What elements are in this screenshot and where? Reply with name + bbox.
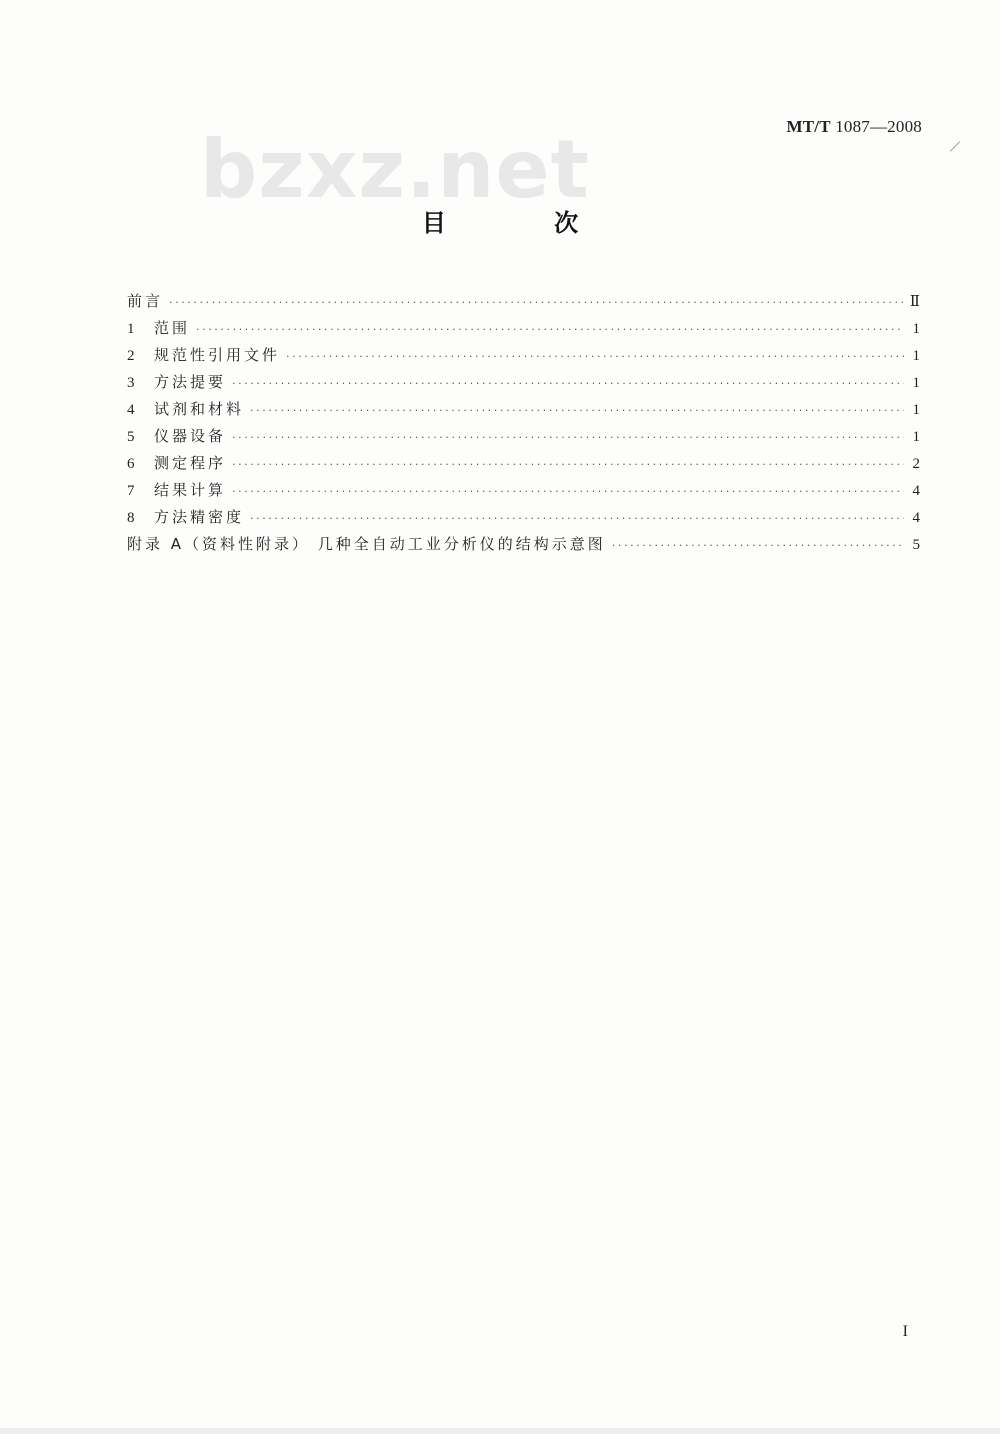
toc-entry-label: 结果计算 xyxy=(154,481,227,499)
toc-entry-label: 方法提要 xyxy=(154,373,227,391)
toc-entry-number: 7 xyxy=(127,483,135,499)
bottom-edge xyxy=(0,1428,1000,1434)
toc-entry-label: 试剂和材料 xyxy=(154,400,245,418)
toc-entry-label: 范围 xyxy=(154,319,191,337)
toc-entry-label: 方法精密度 xyxy=(154,508,245,526)
toc-entry[interactable] xyxy=(127,288,920,315)
table-of-contents xyxy=(127,288,920,558)
toc-entry-label: 仪器设备 xyxy=(154,427,227,445)
toc-entry-page: 1 xyxy=(912,402,920,418)
toc-entry-number: 6 xyxy=(127,456,135,472)
toc-entry-page: 1 xyxy=(912,375,920,391)
toc-entry-page: 1 xyxy=(912,321,920,337)
toc-entry-label: 前言 xyxy=(127,292,164,310)
toc-entry-label: 附录 A（资料性附录） 几种全自动工业分析仪的结构示意图 xyxy=(127,535,606,553)
standard-code xyxy=(786,117,922,137)
toc-entry[interactable] xyxy=(127,369,920,396)
toc-entry-page: 4 xyxy=(912,510,920,526)
toc-dot-leader xyxy=(250,505,904,532)
watermark: bzxz.net xyxy=(200,123,590,216)
toc-entry-number: 3 xyxy=(127,375,135,391)
toc-dot-leader xyxy=(169,289,904,316)
toc-entry[interactable] xyxy=(127,531,920,558)
scan-mark xyxy=(950,141,961,152)
toc-entry[interactable] xyxy=(127,342,920,369)
toc-entry-number: 8 xyxy=(127,510,135,526)
toc-entry-number: 4 xyxy=(127,402,135,418)
toc-entry-page: 1 xyxy=(912,429,920,445)
toc-entry-label: 规范性引用文件 xyxy=(154,346,281,364)
page-title: 目 次 xyxy=(421,209,629,237)
toc-entry[interactable] xyxy=(127,396,920,423)
toc-dot-leader xyxy=(196,316,904,343)
standard-number: 1087—2008 xyxy=(835,117,922,136)
toc-dot-leader xyxy=(250,397,904,424)
toc-dot-leader xyxy=(232,478,904,505)
toc-dot-leader xyxy=(232,370,904,397)
toc-entry[interactable] xyxy=(127,423,920,450)
page-number: I xyxy=(902,1323,908,1340)
standard-prefix: MT/T xyxy=(786,117,831,136)
toc-dot-leader xyxy=(612,532,904,559)
toc-dot-leader xyxy=(232,424,904,451)
toc-entry-page: 5 xyxy=(912,537,920,553)
toc-entry-number: 1 xyxy=(127,321,135,337)
toc-entry[interactable] xyxy=(127,504,920,531)
toc-entry-number: 5 xyxy=(127,429,135,445)
toc-entry-number: 2 xyxy=(127,348,135,364)
toc-entry-page: 4 xyxy=(912,483,920,499)
toc-entry-page: 1 xyxy=(912,348,920,364)
toc-entry-page: Ⅱ xyxy=(909,294,920,310)
toc-entry[interactable] xyxy=(127,477,920,504)
toc-dot-leader xyxy=(232,451,904,478)
toc-entry-page: 2 xyxy=(912,456,920,472)
toc-entry[interactable] xyxy=(127,450,920,477)
toc-entry-label: 测定程序 xyxy=(154,454,227,472)
toc-dot-leader xyxy=(286,343,904,370)
toc-entry[interactable] xyxy=(127,315,920,342)
